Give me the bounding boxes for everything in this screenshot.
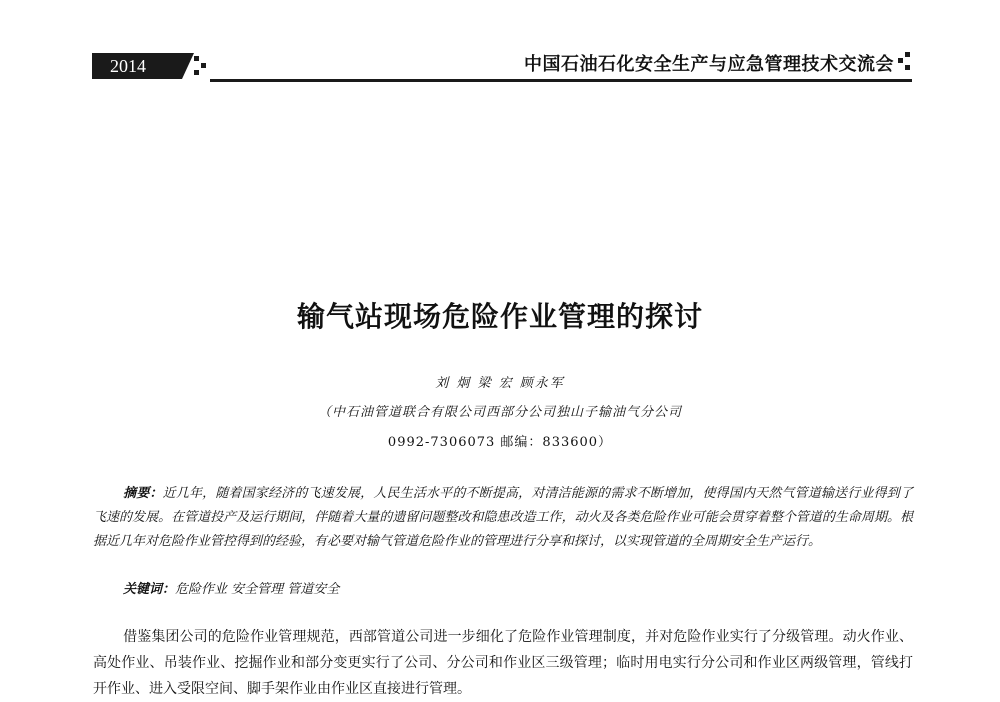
keywords-text: 危险作业 安全管理 管道安全 xyxy=(175,582,340,597)
year-block xyxy=(92,53,182,79)
decorative-dots-icon xyxy=(194,54,208,78)
keywords xyxy=(123,578,339,597)
body-paragraph xyxy=(93,624,913,702)
year-label: 2014 xyxy=(110,56,146,76)
abstract-text: 近几年，随着国家经济的飞速发展，人民生活水平的不断提高，对清洁能源的需求不断增加，使得国内天然气管道输送行业得到了飞速的发展。在管道投产及运行期间，伴随着大量的遗留问题整改和隐患改造工作，动火及各类危险作业可能会贯穿着整个管道的生命周期。根据近几年对危险作业管控得到的经验，有必要对输气管道危险作业的管理进行分享和探讨，以实现管道的全周期安全生产运行。 xyxy=(93,486,913,549)
decorative-dots-icon xyxy=(898,52,912,76)
affiliation: （中石油管道联合有限公司西部分公司独山子输油气分公司 xyxy=(317,405,682,420)
page-header xyxy=(92,48,912,84)
year-block-notch xyxy=(182,53,194,79)
abstract-label: 摘要： xyxy=(123,486,163,501)
body-paragraph-text: 借鉴集团公司的危险作业管理规范，西部管道公司进一步细化了危险作业管理制度，并对危险作业实行了分级管理。动火作业、高处作业、吊装作业、挖掘作业和部分变更实行了公司、分公司和作业区三级管理；临时用电实行分公司和作业区两级管理，管线打开作业、进入受限空间、脚手架作业由作业区直接进行管理。 xyxy=(93,629,913,697)
keywords-label: 关键词： xyxy=(123,582,176,597)
conference-title: 中国石油石化安全生产与应急管理技术交流会 xyxy=(524,54,894,75)
authors: 刘 炯 梁 宏 顾永军 xyxy=(435,376,565,391)
paper-title: 输气站现场危险作业管理的探讨 xyxy=(296,300,703,333)
abstract xyxy=(93,482,913,554)
contact-info: 0992-7306073 邮编：833600） xyxy=(387,435,613,450)
header-rule xyxy=(210,79,912,82)
